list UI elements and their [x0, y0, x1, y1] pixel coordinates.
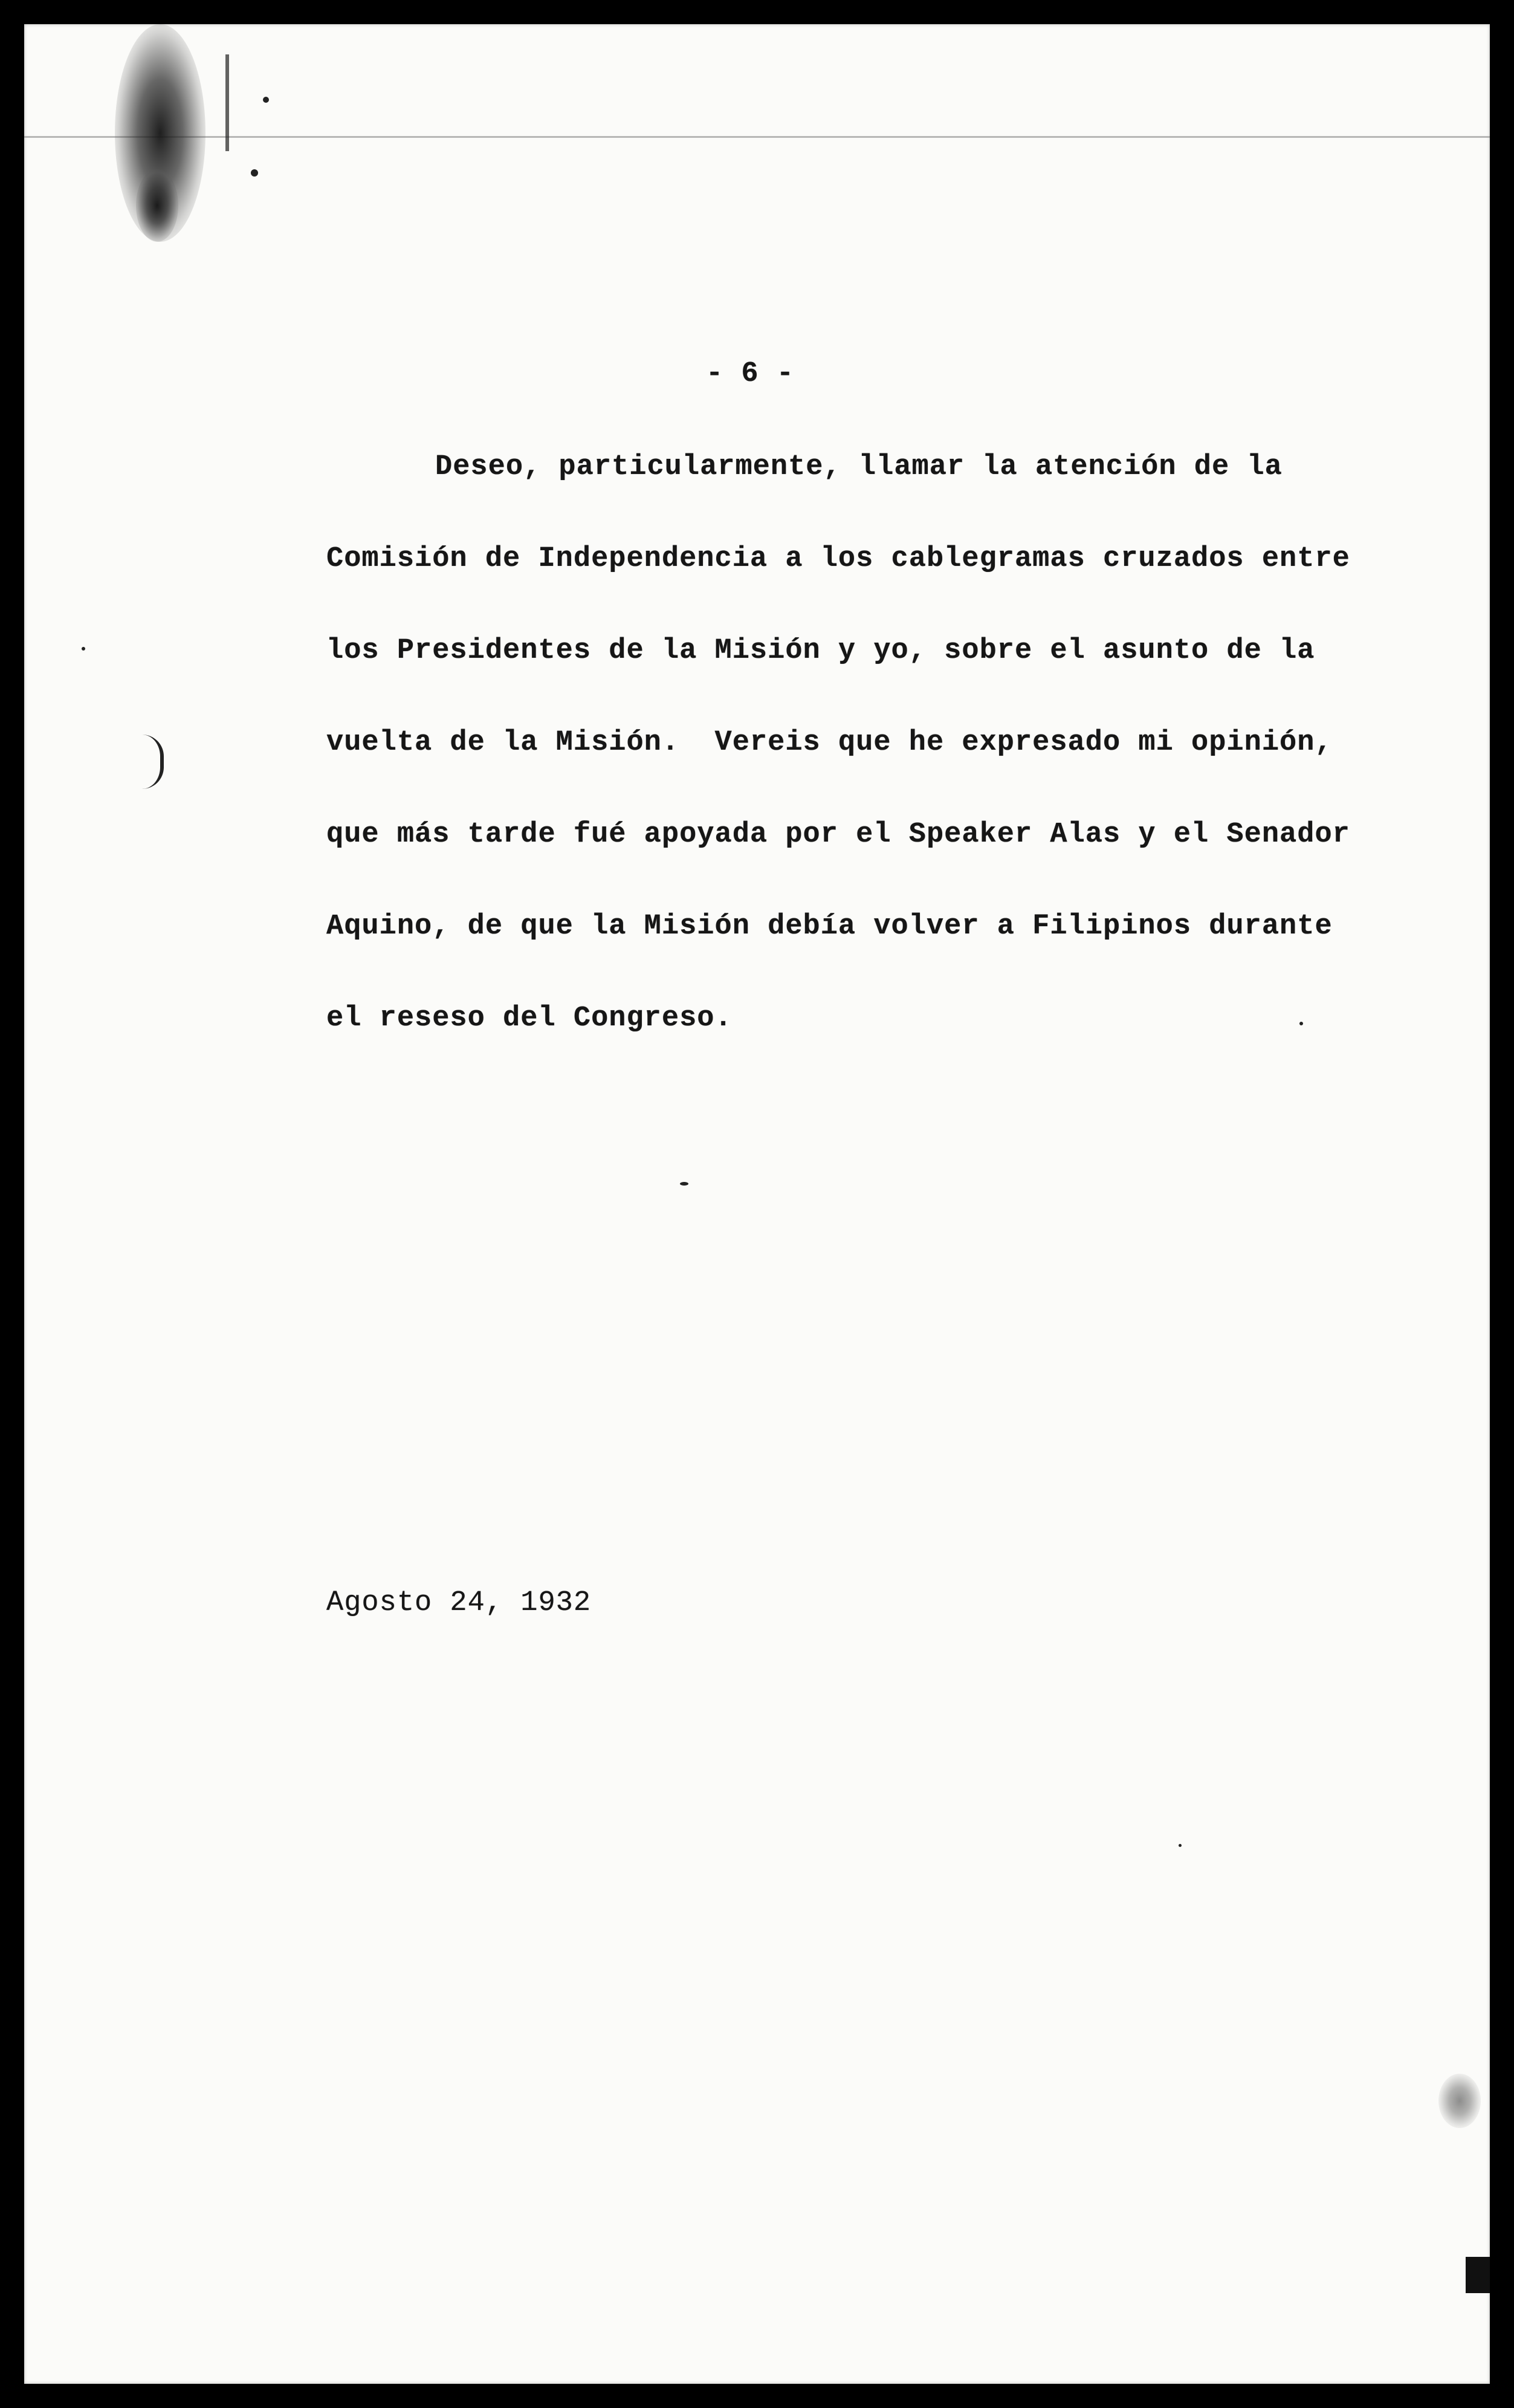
fold-line: [24, 136, 1490, 138]
ink-smudge: [1438, 2074, 1481, 2128]
margin-speck: [263, 97, 269, 103]
paragraph-line: los Presidentes de la Misión y yo, sobre el asunto de la: [326, 635, 1315, 667]
ink-smudge: [136, 169, 178, 242]
margin-speck: [1299, 1022, 1303, 1025]
paragraph-line: Aquino, de que la Misión debía volver a Filipinos durante: [326, 910, 1333, 943]
margin-paren-mark: [142, 735, 164, 789]
page-number: - 6 -: [706, 358, 795, 390]
document-page: [24, 24, 1490, 2384]
margin-mark: [225, 54, 229, 151]
paragraph-line: el reseso del Congreso.: [326, 1002, 733, 1034]
document-date: Agosto 24, 1932: [326, 1587, 592, 1619]
margin-speck: [1179, 1844, 1182, 1847]
paragraph-line: vuelta de la Misión. Vereis que he expresado mi opinión,: [326, 727, 1333, 759]
margin-speck: [251, 169, 258, 177]
margin-speck: [82, 647, 85, 651]
margin-speck: [680, 1182, 688, 1186]
paragraph-line: que más tarde fué apoyada por el Speaker Alas y el Senador: [326, 819, 1350, 851]
edge-mark: [1466, 2257, 1490, 2293]
paragraph-line: Deseo, particularmente, llamar la atención de la: [435, 451, 1283, 483]
paragraph-line: Comisión de Independencia a los cablegramas cruzados entre: [326, 543, 1350, 575]
